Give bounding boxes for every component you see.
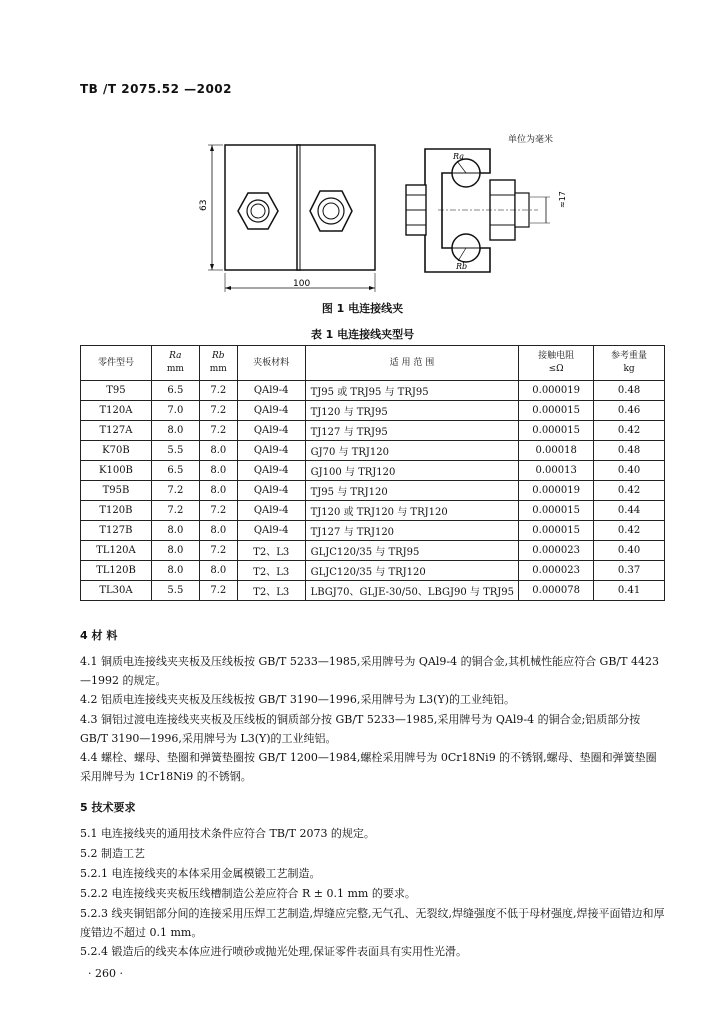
cell-model: TL30A	[81, 581, 152, 601]
cell-weight: 0.46	[594, 401, 665, 421]
cell-application: GLJC120/35 与 TRJ120	[305, 561, 519, 581]
cell-model: TL120B	[81, 561, 152, 581]
table-caption: 表 1 电连接线夹型号	[310, 328, 415, 341]
cell-material: QAl9-4	[237, 481, 305, 501]
cell-rb: 7.2	[199, 381, 237, 401]
table-row	[81, 481, 665, 501]
label-ra: Ra	[453, 152, 464, 161]
cell-ra: 7.0	[151, 401, 199, 421]
cell-model: TL120A	[81, 541, 152, 561]
table-row	[81, 401, 665, 421]
cell-material: QAl9-4	[237, 461, 305, 481]
cell-material: T2、L3	[237, 541, 305, 561]
cell-ra: 8.0	[151, 421, 199, 441]
cell-model: T127B	[81, 521, 152, 541]
section4-heading: 4 材 料	[80, 629, 118, 642]
standard-number: TB /T 2075.52 —2002	[80, 82, 232, 96]
cell-ra: 8.0	[151, 521, 199, 541]
th-model: 零件型号	[81, 346, 152, 381]
para-4-3: 4.3 铜铝过渡电连接线夹夹板及压线板的铜质部分按 GB/T 5233—1985,采用牌号为 QAl9-4 的铜合金;铝质部分按 GB/T 3190—1996,采用牌号为 L3(Y)的工业纯铝。	[80, 713, 641, 745]
cell-resistance: 0.000015	[519, 521, 594, 541]
cell-model: T95B	[81, 481, 152, 501]
cell-weight: 0.40	[594, 541, 665, 561]
cell-ra: 6.5	[151, 381, 199, 401]
cell-material: T2、L3	[237, 561, 305, 581]
th-resistance: 接触电阻 ≤Ω	[519, 346, 594, 381]
cell-rb: 7.2	[199, 541, 237, 561]
dim-height: 63	[199, 199, 209, 211]
cell-application: GLJC120/35 与 TRJ95	[305, 541, 519, 561]
table-row	[81, 441, 665, 461]
cell-ra: 6.5	[151, 461, 199, 481]
cell-model: T120B	[81, 501, 152, 521]
clamp-spec-table	[80, 345, 665, 601]
side-view	[406, 149, 550, 272]
para-5-2-3: 5.2.3 线夹铜铝部分间的连接采用压焊工艺制造,焊缝应完整,无气孔、无裂纹,焊缝强度不低于母材强度,焊接平面错边和厚度错边不超过 0.1 mm。	[80, 907, 665, 939]
dim-width: 100	[293, 279, 311, 289]
cell-weight: 0.42	[594, 421, 665, 441]
cell-material: QAl9-4	[237, 521, 305, 541]
unit-note: 单位为毫米	[508, 135, 554, 145]
cell-resistance: 0.000015	[519, 501, 594, 521]
cell-rb: 8.0	[199, 561, 237, 581]
cell-weight: 0.48	[594, 381, 665, 401]
cell-material: QAl9-4	[237, 501, 305, 521]
cell-rb: 8.0	[199, 461, 237, 481]
cell-material: QAl9-4	[237, 421, 305, 441]
th-material: 夹板材料	[237, 346, 305, 381]
para-5-2-4: 5.2.4 锻造后的线夹本体应进行喷砂或抛光处理,保证零件表面具有实用性光滑。	[80, 945, 467, 958]
cell-ra: 7.2	[151, 481, 199, 501]
cell-application: GJ70 与 TRJ120	[305, 441, 519, 461]
cell-weight: 0.40	[594, 461, 665, 481]
cell-rb: 8.0	[199, 481, 237, 501]
para-5-2-2: 5.2.2 电连接线夹夹板压线槽制造公差应符合 R ± 0.1 mm 的要求。	[80, 887, 416, 900]
cell-model: T120A	[81, 401, 152, 421]
cell-application: TJ127 与 TRJ120	[305, 521, 519, 541]
figure-caption: 图 1 电连接线夹	[321, 302, 404, 315]
table-row	[81, 521, 665, 541]
cell-rb: 7.2	[199, 401, 237, 421]
cell-rb: 7.2	[199, 501, 237, 521]
cell-model: K100B	[81, 461, 152, 481]
para-4-2: 4.2 铝质电连接线夹夹板及压线板按 GB/T 3190—1996,采用牌号为 L3(Y)的工业纯铝。	[80, 693, 516, 706]
cell-weight: 0.48	[594, 441, 665, 461]
cell-weight: 0.44	[594, 501, 665, 521]
cell-ra: 8.0	[151, 541, 199, 561]
cell-weight: 0.42	[594, 481, 665, 501]
cell-material: QAl9-4	[237, 441, 305, 461]
label-rb: Rb	[456, 262, 468, 271]
para-5-1: 5.1 电连接线夹的通用技术条件应符合 TB/T 2073 的规定。	[80, 827, 375, 840]
section5-heading: 5 技术要求	[80, 801, 136, 814]
cell-resistance: 0.000019	[519, 481, 594, 501]
cell-resistance: 0.000078	[519, 581, 594, 601]
table-row	[81, 421, 665, 441]
table-row	[81, 541, 665, 561]
table-row	[81, 461, 665, 481]
para-5-2-1: 5.2.1 电连接线夹的本体采用金属模锻工艺制造。	[80, 867, 321, 880]
cell-application: TJ127 与 TRJ95	[305, 421, 519, 441]
cell-material: QAl9-4	[237, 401, 305, 421]
cell-application: GJ100 与 TRJ120	[305, 461, 519, 481]
cell-resistance: 0.000019	[519, 381, 594, 401]
cell-resistance: 0.00018	[519, 441, 594, 461]
cell-application: TJ95 与 TRJ120	[305, 481, 519, 501]
th-application: 适 用 范 围	[305, 346, 519, 381]
cell-resistance: 0.000015	[519, 401, 594, 421]
clamp-drawing	[190, 135, 570, 295]
cell-rb: 8.0	[199, 441, 237, 461]
th-weight: 参考重量 kg	[594, 346, 665, 381]
cell-rb: 7.2	[199, 421, 237, 441]
cell-model: K70B	[81, 441, 152, 461]
dim-side: ≈17	[558, 191, 567, 208]
th-rb: Rb mm	[199, 346, 237, 381]
cell-resistance: 0.000023	[519, 541, 594, 561]
cell-ra: 5.5	[151, 441, 199, 461]
table-row	[81, 561, 665, 581]
cell-ra: 7.2	[151, 501, 199, 521]
th-ra: Ra mm	[151, 346, 199, 381]
cell-application: TJ120 与 TRJ95	[305, 401, 519, 421]
table-row	[81, 581, 665, 601]
para-4-4: 4.4 螺栓、螺母、垫圈和弹簧垫圈按 GB/T 1200—1984,螺栓采用牌号为 0Cr18Ni9 的不锈钢,螺母、垫圈和弹簧垫圈采用牌号为 1Cr18Ni9 的不锈钢。	[80, 751, 657, 783]
cell-weight: 0.42	[594, 521, 665, 541]
cell-application: TJ95 或 TRJ95 与 TRJ95	[305, 381, 519, 401]
table-row	[81, 381, 665, 401]
cell-weight: 0.37	[594, 561, 665, 581]
cell-model: T127A	[81, 421, 152, 441]
cell-resistance: 0.000015	[519, 421, 594, 441]
cell-rb: 7.2	[199, 581, 237, 601]
cell-material: QAl9-4	[237, 381, 305, 401]
table-row	[81, 501, 665, 521]
cell-ra: 8.0	[151, 561, 199, 581]
cell-resistance: 0.00013	[519, 461, 594, 481]
para-5-2: 5.2 制造工艺	[80, 847, 145, 860]
cell-weight: 0.41	[594, 581, 665, 601]
para-4-1: 4.1 铜质电连接线夹夹板及压线板按 GB/T 5233—1985,采用牌号为 QAl9-4 的铜合金,其机械性能应符合 GB/T 4423—1992 的规定。	[80, 655, 659, 687]
cell-ra: 5.5	[151, 581, 199, 601]
cell-model: T95	[81, 381, 152, 401]
cell-rb: 8.0	[199, 521, 237, 541]
cell-application: LBGJ70、GLJE-30/50、LBGJ90 与 TRJ95	[305, 581, 519, 601]
cell-resistance: 0.000023	[519, 561, 594, 581]
cell-material: T2、L3	[237, 581, 305, 601]
page-number: · 260 ·	[88, 967, 123, 980]
cell-application: TJ120 或 TRJ120 与 TRJ120	[305, 501, 519, 521]
